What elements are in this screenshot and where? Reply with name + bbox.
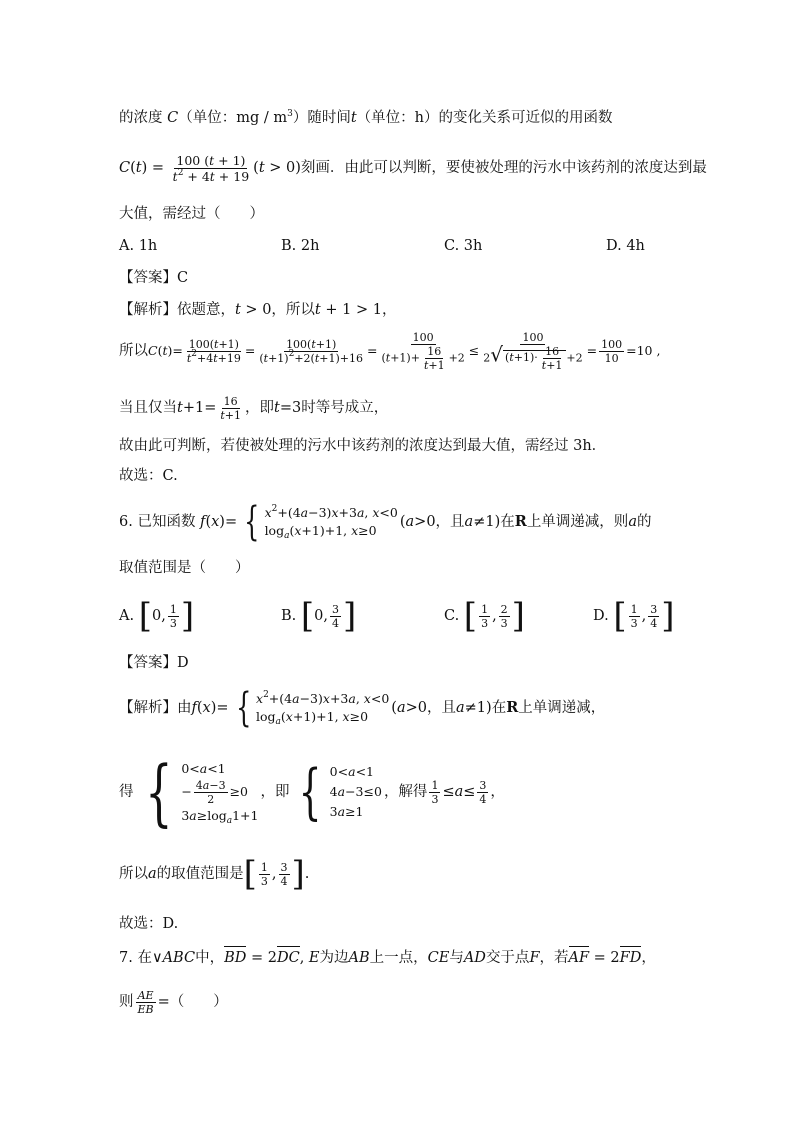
math: t [177,400,183,416]
math-paren: ) [141,160,148,176]
interval: [ 0, $\frac{3}{4}$ ] [300,596,357,636]
math: F [529,950,540,966]
text: 的浓度 [119,110,163,126]
text: ，所以 [271,302,315,318]
option-b [281,594,356,638]
question-6-line-2: 取值范围是（ ） [119,560,250,576]
piecewise-system: { $x^2+(4a-3)x+3a$, x<0 $\log_a(x+1)+1$, x≥0 [244,499,398,545]
interval: [ 0, $\frac{1}{3}$ ] [138,596,195,636]
text: 为边 [319,950,349,966]
inequality-system-2: { 0<a<1 4a−3≤0 3a≥1 [299,757,382,827]
interval: [ $\frac{1}{3}$ , $\frac{3}{4}$ ] [243,854,305,894]
math: a [455,700,465,716]
text: 在 [491,700,507,716]
option-label: B. [281,608,297,624]
math: f [195,514,206,530]
text: （单位： [178,110,237,126]
analysis-5-line-3: 当且仅当 t +1= $\frac{16}{t+1}$ ，即 t =3 时等号成立， [119,394,389,422]
text: 上单调递减， [518,700,606,716]
question-7-line-1: 7. 在∨ABC中，BD = 2DC, E为边AB上一点，CE与AD交于点F，若AF = 2FD， [119,950,656,966]
math-C: C [162,110,179,126]
text: 【解析】依题意， [119,302,235,318]
text: ，即 [260,784,290,800]
text: ，若 [539,950,569,966]
option-c: C. 3h [444,238,483,254]
math: AB [348,950,370,966]
option-label: A. [119,608,135,624]
fraction: $\frac{100(t+1)}{(t+1)^2+2(t+1)+16}$ [259,337,363,365]
text: 所以 [119,866,148,882]
option-c [444,594,525,638]
text: ，解得 [383,784,428,800]
text: ， [490,784,505,800]
math: t [314,302,321,318]
fraction: $\frac{AE}{EB}$ [137,988,154,1016]
text: 6. 已知函数 [119,514,196,530]
math: f [191,700,197,716]
math: a [464,514,474,530]
option-label: D. [593,608,609,624]
text: ，且 [426,700,456,716]
math: t [274,400,280,416]
text: ， [641,950,656,966]
analysis-5-line-1: 【解析】依题意，t > 0，所以t + 1 > 1， [119,302,397,318]
math: AD [463,950,486,966]
fraction: 100 (t+1)+ $\frac{16}{t+1}$ +2 [381,330,465,372]
math-R: R [514,513,527,530]
text: 刻画．由此可以判断，要使被处理的污水中该药剂的浓度达到最 [300,160,707,176]
fraction: $\frac{3}{4}$ [479,778,487,806]
text: 时等号成立， [301,400,389,416]
math: E [308,950,320,966]
option-a: A. 1h [119,238,158,254]
option-d [593,594,674,638]
math: C [148,343,158,358]
text: 上单调递减，则 [526,514,629,530]
interval: [ $\frac{1}{3}$ , $\frac{3}{4}$ ] [613,596,675,636]
inequality-system-1: { 0<a<1 − $\frac{4a-3}{2}$ ≥0 $3a\ge\log_a1+1$ [144,750,259,834]
text: ，即 [245,400,274,416]
piecewise-system: { $x^2+(4a-3)x+3a$, x<0 $\log_a(x+1)+1$, x≥0 [235,685,390,731]
text: 得 [119,784,134,800]
math-t: t [135,160,142,176]
analysis-5-formula: 所以 C ( t )= $\frac{100(t+1)}{t^2+4t+19}$ = $\frac{100(t+1)}{(t+1)^2+2(t+1)+16}$ = 100 (t+1)+ $\frac{16}{t+1}$ +2 ≤ 100 2√ (t+1)· $\frac{16}{t+1}$ +2 = $\frac{100}{10}$ =10 , [119,330,661,372]
option-a [119,594,194,638]
text: 在 [500,514,515,530]
math-R: R [506,699,519,716]
answer-6: 【答案】D [119,655,189,671]
vector-FD: FD [619,950,642,966]
question-5-text-line-1 [119,108,675,128]
fraction: $\frac{100(t+1)}{t^2+4t+19}$ [186,337,241,365]
math: a [628,514,637,530]
math: a [148,866,157,882]
fraction: $\frac{100 (t + 1)}{t^2 + 4t + 19}$ [172,152,250,184]
math: ∨ABC [151,950,196,966]
option-d: D. 4h [606,238,645,254]
math-eq: = [147,160,169,176]
text: 【解析】由 [119,700,192,716]
text: 交于点 [485,950,530,966]
math: t [235,302,241,318]
text: 则 [119,994,134,1010]
question-5-options [119,228,675,264]
text: 与 [449,950,464,966]
vector-AF: AF [568,950,590,966]
fraction: $\frac{1}{3}$ [431,778,439,806]
answer-5: 【答案】C [119,270,189,286]
math-unit: mg / $m^3$ [236,109,293,126]
question-6-line-1: 6. 已知函数 f ( x )= { $x^2+(4a-3)x+3a$, x<0 $\log_a(x+1)+1$, x≥0 (a>0 ，且 a ≠1) 在 R 上单调递减，则 a 的 [119,499,652,545]
analysis-6-line-4: 故选：D. [119,916,179,932]
interval: [ $\frac{1}{3}$ , $\frac{2}{3}$ ] [463,596,525,636]
math: (a>0 [399,514,436,530]
text: 中， [195,950,225,966]
text: 当且仅当 [119,400,177,416]
text: =（ ） [157,994,228,1010]
analysis-6-line-3 [119,852,675,896]
math-t: t [350,110,357,126]
text: 的取值范围是 [156,866,244,882]
text: 上一点， [369,950,428,966]
vector-BD: BD [224,950,247,966]
text: ， [381,302,397,318]
text: ）的变化关系可近似的用函数 [424,110,613,126]
option-b: B. 2h [281,238,320,254]
fraction: $\frac{16}{t+1}$ [220,394,241,422]
math-unit-h: h [414,110,425,126]
question-7-line-2 [119,982,675,1022]
fraction: 100 2√ (t+1)· $\frac{16}{t+1}$ +2 [483,330,583,372]
analysis-6-systems: 得 { 0<a<1 − $\frac{4a-3}{2}$ ≥0 $3a\ge\log_a1+1$ ，即 { 0<a<1 4a−3≤0 3a≥1 ，解得 $\frac{1}{3}$ ≤ a ≤ $\frac{3}{4}$ ， [119,750,505,834]
text: 的 [636,514,652,530]
math-formula: C [119,160,131,176]
vector-DC: DC [276,950,300,966]
text: ）随时间 [292,110,351,126]
analysis-5-line-5: 故选：C. [119,468,178,484]
analysis-5-line-4: 故由此可判断，若使被处理的污水中该药剂的浓度达到最大值，需经过 3h． [119,438,607,454]
question-5-formula-line [119,146,707,190]
option-label: C. [444,608,460,624]
text: （单位： [356,110,415,126]
analysis-6-line-1: 【解析】由 f ( x )= { $x^2+(4a-3)x+3a$, x<0 $\log_a(x+1)+1$, x≥0 (a>0 ，且 a ≠1) 在 R 上单调递减， [119,685,606,731]
text: ，且 [435,514,465,530]
fraction: $\frac{100}{10}$ [601,337,623,365]
math: CE [427,950,450,966]
math-paren: ( [130,160,136,176]
text: . [304,866,310,882]
math-domain: (t > 0) [253,160,301,176]
question-5-text-line-3: 大值，需经过（ ） [119,206,264,222]
text: 所以 [119,343,148,359]
text: 7. 在 [119,950,152,966]
math: (a>0 [391,700,427,716]
question-6-options [119,594,675,638]
